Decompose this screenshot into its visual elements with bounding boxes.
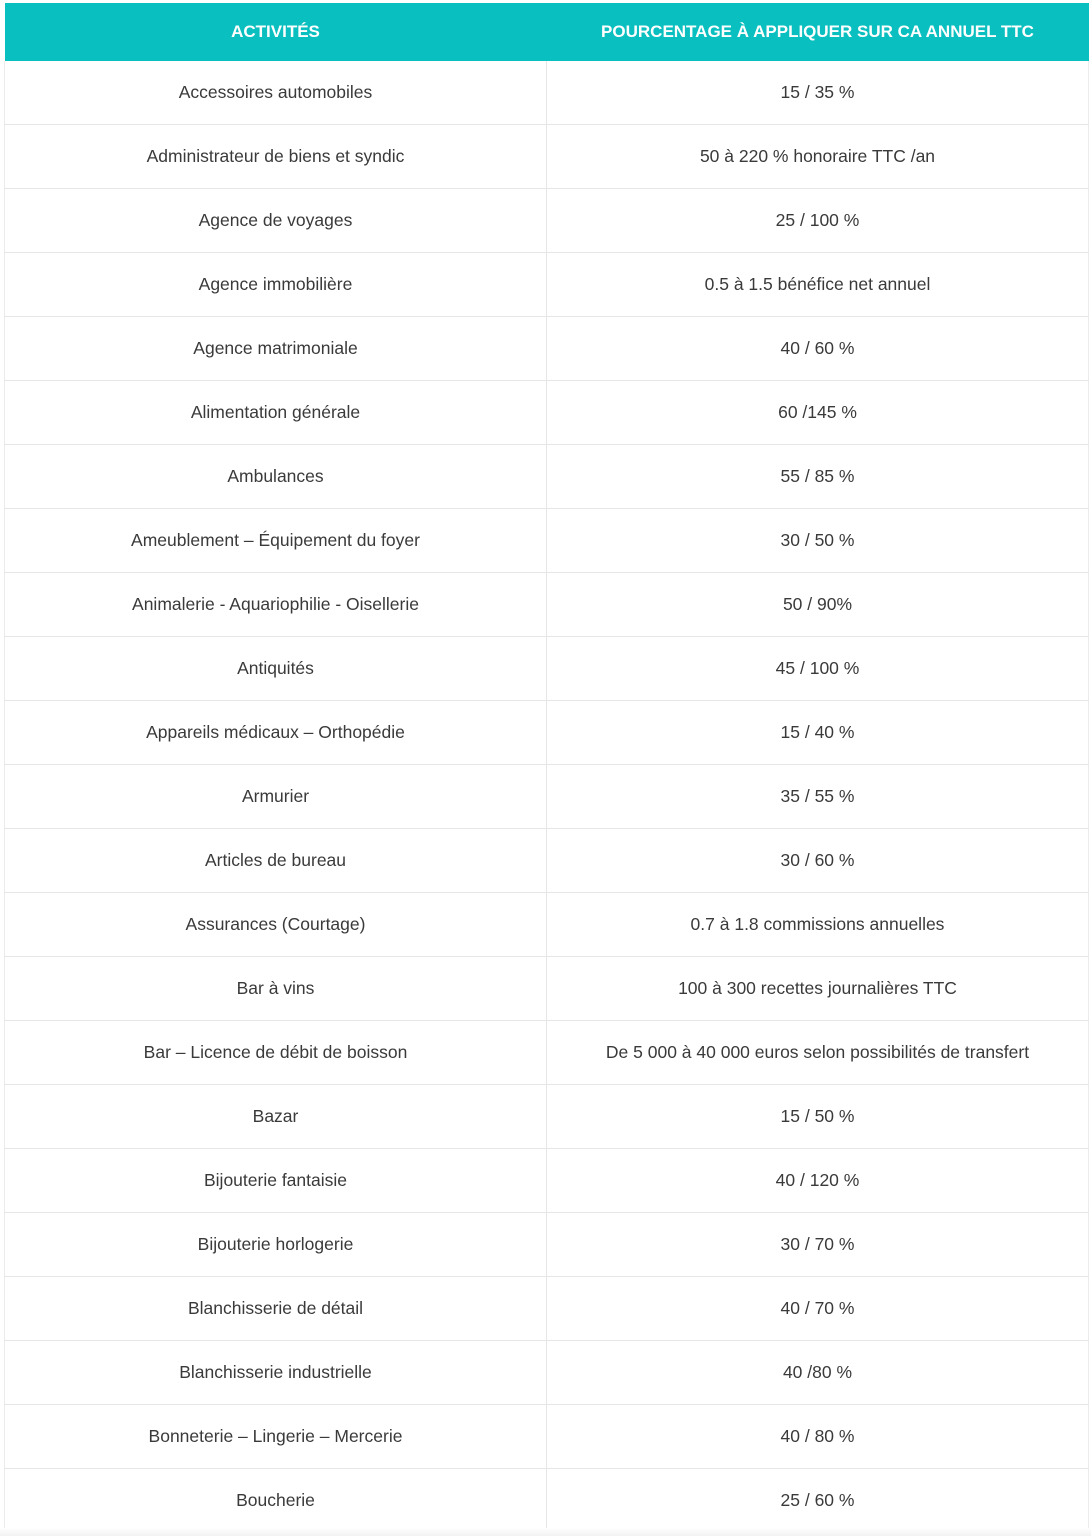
table-row — [5, 1149, 1089, 1213]
percentage-cell: 15 / 50 % — [547, 1085, 1089, 1149]
table-row — [5, 381, 1089, 445]
table-row — [5, 1213, 1089, 1277]
activity-cell: Ambulances — [5, 445, 547, 509]
percentage-cell: 30 / 60 % — [547, 829, 1089, 893]
header-activites: ACTIVITÉS — [5, 3, 547, 61]
percentage-cell: 30 / 70 % — [547, 1213, 1089, 1277]
table-row — [5, 1085, 1089, 1149]
table-row — [5, 1469, 1089, 1533]
table-row — [5, 829, 1089, 893]
percentage-cell: 40 / 80 % — [547, 1405, 1089, 1469]
activity-cell: Boucherie — [5, 1469, 547, 1533]
activity-cell: Agence de voyages — [5, 189, 547, 253]
percentage-cell: 0.7 à 1.8 commissions annuelles — [547, 893, 1089, 957]
table-row — [5, 701, 1089, 765]
table-row — [5, 445, 1089, 509]
activity-cell: Bijouterie horlogerie — [5, 1213, 547, 1277]
percentage-cell: 35 / 55 % — [547, 765, 1089, 829]
table-row — [5, 957, 1089, 1021]
table-row — [5, 189, 1089, 253]
table-row — [5, 637, 1089, 701]
activity-cell: Articles de bureau — [5, 829, 547, 893]
table-row — [5, 1277, 1089, 1341]
activity-percentage-table — [4, 3, 1089, 1533]
percentage-cell: 25 / 60 % — [547, 1469, 1089, 1533]
activity-cell: Animalerie - Aquariophilie - Oisellerie — [5, 573, 547, 637]
activity-cell: Bonneterie – Lingerie – Mercerie — [5, 1405, 547, 1469]
activity-cell: Bazar — [5, 1085, 547, 1149]
activity-cell: Agence matrimoniale — [5, 317, 547, 381]
percentage-cell: 100 à 300 recettes journalières TTC — [547, 957, 1089, 1021]
activity-cell: Bar – Licence de débit de boisson — [5, 1021, 547, 1085]
table-body — [5, 61, 1089, 1533]
activity-cell: Alimentation générale — [5, 381, 547, 445]
table-header — [5, 3, 1089, 61]
activity-cell: Blanchisserie de détail — [5, 1277, 547, 1341]
activity-cell: Bar à vins — [5, 957, 547, 1021]
table-row — [5, 1021, 1089, 1085]
percentage-cell: 40 / 60 % — [547, 317, 1089, 381]
activity-cell: Armurier — [5, 765, 547, 829]
table-row — [5, 1405, 1089, 1469]
percentage-cell: 15 / 40 % — [547, 701, 1089, 765]
table-row — [5, 1341, 1089, 1405]
bottom-fade — [0, 1528, 1091, 1536]
percentage-cell: 50 à 220 % honoraire TTC /an — [547, 125, 1089, 189]
percentage-cell: 40 / 70 % — [547, 1277, 1089, 1341]
table-row — [5, 573, 1089, 637]
activity-cell: Accessoires automobiles — [5, 61, 547, 125]
percentage-cell: 15 / 35 % — [547, 61, 1089, 125]
activity-cell: Appareils médicaux – Orthopédie — [5, 701, 547, 765]
table-row — [5, 61, 1089, 125]
activity-cell: Administrateur de biens et syndic — [5, 125, 547, 189]
table-row — [5, 509, 1089, 573]
header-row — [5, 3, 1089, 61]
percentage-cell: 40 / 120 % — [547, 1149, 1089, 1213]
activity-cell: Ameublement – Équipement du foyer — [5, 509, 547, 573]
percentage-cell: 0.5 à 1.5 bénéfice net annuel — [547, 253, 1089, 317]
table-row — [5, 253, 1089, 317]
table-container — [4, 3, 1088, 1533]
percentage-cell: 60 /145 % — [547, 381, 1089, 445]
activity-cell: Bijouterie fantaisie — [5, 1149, 547, 1213]
percentage-cell: 25 / 100 % — [547, 189, 1089, 253]
table-row — [5, 893, 1089, 957]
activity-cell: Antiquités — [5, 637, 547, 701]
percentage-cell: 40 /80 % — [547, 1341, 1089, 1405]
table-row — [5, 317, 1089, 381]
percentage-cell: 45 / 100 % — [547, 637, 1089, 701]
header-pourcentage: POURCENTAGE À APPLIQUER SUR CA ANNUEL TTC — [547, 3, 1089, 61]
table-row — [5, 765, 1089, 829]
activity-cell: Blanchisserie industrielle — [5, 1341, 547, 1405]
percentage-cell: 30 / 50 % — [547, 509, 1089, 573]
activity-cell: Agence immobilière — [5, 253, 547, 317]
table-row — [5, 125, 1089, 189]
percentage-cell: De 5 000 à 40 000 euros selon possibilités de transfert — [547, 1021, 1089, 1085]
activity-cell: Assurances (Courtage) — [5, 893, 547, 957]
percentage-cell: 50 / 90% — [547, 573, 1089, 637]
percentage-cell: 55 / 85 % — [547, 445, 1089, 509]
